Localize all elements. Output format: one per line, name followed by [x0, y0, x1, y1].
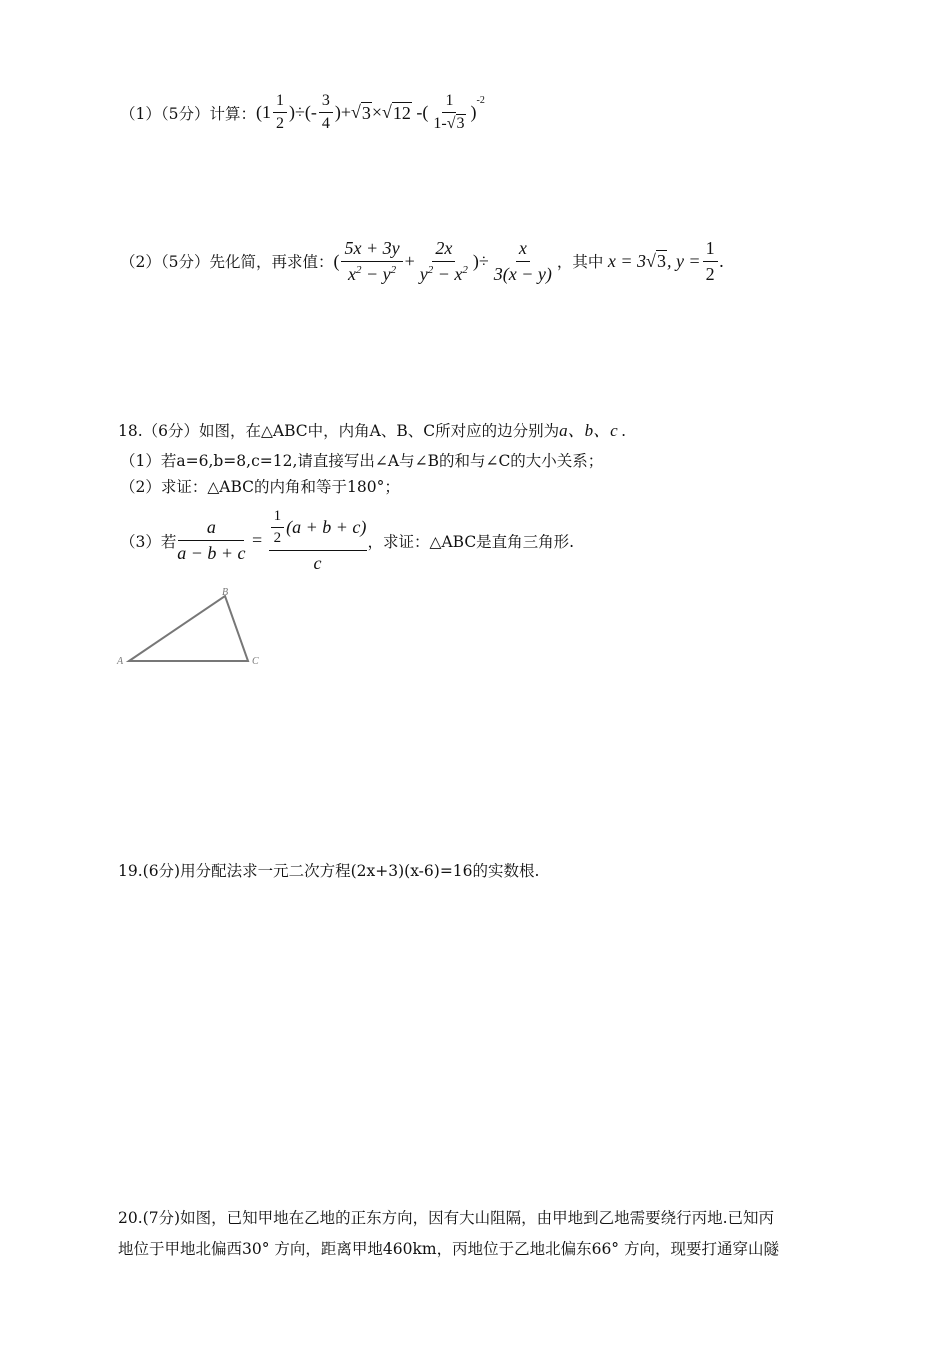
q17-part1-expression: (1 $\frac{1}{2}$ )÷(- $\frac{3}{4}$ )+√ 3 ×√ 12 -( $\frac{1}{1-√3}$ ) -2: [255, 92, 485, 133]
q18-part2: （2）求证：△ABC的内角和等于180°；: [120, 478, 400, 496]
q18-part1: （1）若a=6,b=8,c=12,请直接写出∠A与∠B的和与∠C的大小关系；: [120, 452, 604, 470]
q18-part3: [120, 508, 574, 573]
vertex-label-a: A: [117, 656, 124, 667]
q18-stem: [118, 416, 626, 441]
q18-part3-label: （3）若: [120, 532, 177, 551]
q18-part3-text: ，求证：△ABC是直角三角形.: [367, 532, 575, 551]
q20-line1: 20.(7分)如图，已知甲地在乙地的正东方向，因有大山阻隔，由甲地到乙地需要绕行丙地.已知丙: [118, 1209, 775, 1227]
q17-part1: [120, 92, 485, 134]
q17-part2-label: （2）（5分）先化简，再求值：: [120, 253, 334, 272]
q19-text: 19.(6分)用分配法求一元二次方程(2x+3)(x-6)=16的实数根.: [118, 862, 540, 880]
q17-part1-exponent: -2: [476, 95, 485, 107]
q17-part1-label: （1）（5分）计算：: [120, 104, 256, 123]
q17-part2-expression: ( $\frac{5x + 3y}{x^2 - y^2}$ + $\frac{2x}{y^2 - x^2}$ )÷ $\frac{x}{3(x - y)}$: [333, 238, 552, 284]
q17-part2-condition: ，其中: [556, 253, 604, 272]
vertex-label-c: C: [252, 656, 259, 667]
triangle-abc: [129, 596, 248, 661]
q18-part3-equation: $\frac{a}{a - b + c}$ = $\frac{1}{2}$ (a + b + c) c: [177, 508, 367, 573]
q17-part2-values: x = 3√ 3 , y = $\frac{1}{2}$ .: [603, 238, 725, 284]
q18-vars: a、b、c .: [559, 421, 627, 440]
q18-stem-text: 18.（6分）如图，在△ABC中，内角A、B、C所对应的边分别为: [118, 422, 560, 440]
q20-line2: 地位于甲地北偏西30° 方向，距离甲地460km，丙地位于乙地北偏东66° 方向，现要打通穿山隧: [118, 1240, 779, 1258]
q17-part2: [120, 238, 724, 284]
triangle-abc-figure: [112, 585, 272, 675]
vertex-label-b: B: [222, 587, 229, 598]
